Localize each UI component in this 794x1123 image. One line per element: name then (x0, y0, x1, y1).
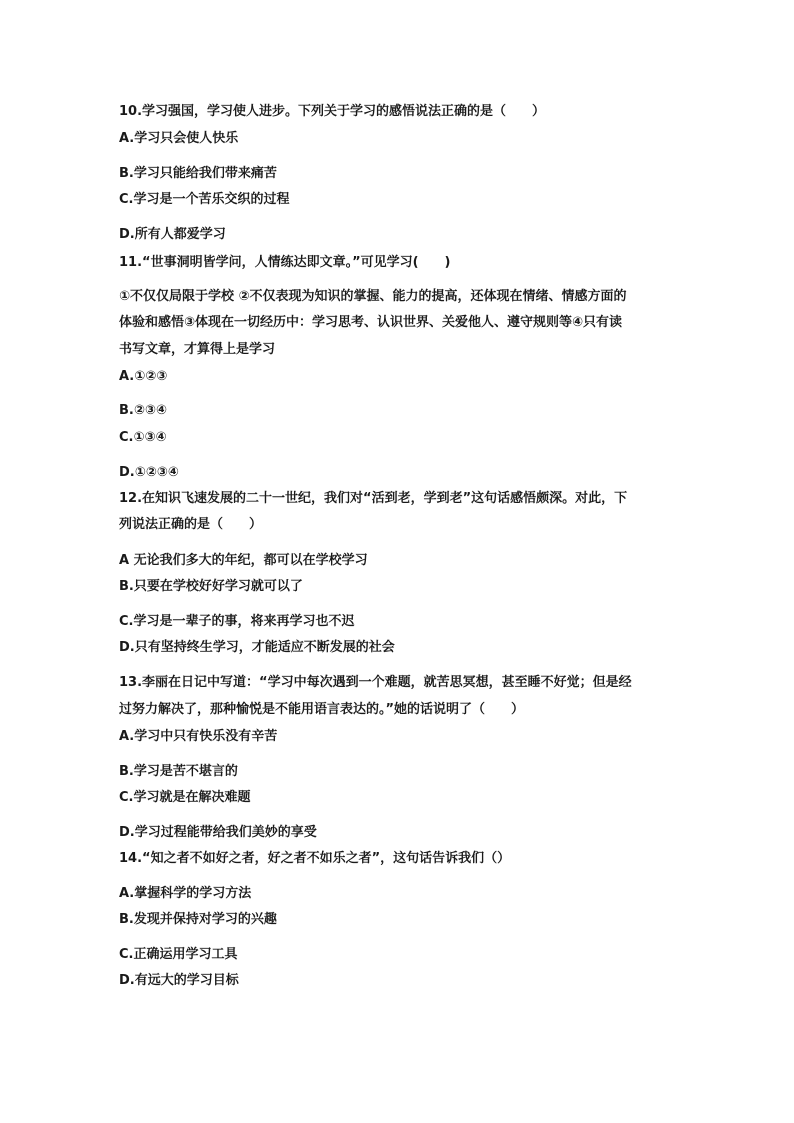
question-13-option-a: A.学习中只有快乐没有辛苦 (119, 729, 278, 744)
question-10-option-b: B.学习只能给我们带来痛苦 (119, 166, 277, 181)
question-10-option-a: A.学习只会使人快乐 (119, 131, 239, 146)
question-11-statement-line-1: ①不仅仅局限于学校 ②不仅表现为知识的掌握、能力的提高，还体现在情绪、情感方面的 (119, 289, 627, 304)
question-11-statement-line-3: 书写文章，才算得上是学习 (119, 342, 276, 357)
question-13-option-b: B.学习是苦不堪言的 (119, 764, 238, 779)
question-14-option-c: C.正确运用学习工具 (119, 947, 238, 962)
question-12-option-a: A 无论我们多大的年纪，都可以在学校学习 (119, 553, 368, 568)
question-11-option-b: B.②③④ (119, 403, 167, 418)
question-12-option-b: B.只要在学校好好学习就可以了 (119, 579, 303, 594)
question-12-option-c: C.学习是一辈子的事，将来再学习也不迟 (119, 614, 355, 629)
question-11-option-c: C.①③④ (119, 430, 167, 445)
question-12-stem-line-2: 列说法正确的是（ ） (119, 517, 263, 532)
question-11-option-d: D.①②③④ (119, 465, 179, 480)
question-14-option-d: D.有远大的学习目标 (119, 973, 239, 988)
question-14-option-b: B.发现并保持对学习的兴趣 (119, 912, 277, 927)
question-10-stem: 10.学习强国，学习使人进步。下列关于学习的感悟说法正确的是（ ） (119, 104, 546, 119)
question-11-option-a: A.①②③ (119, 369, 168, 384)
question-13-stem-line-2: 过努力解决了，那种愉悦是不能用语言表达的。”她的话说明了（ ） (119, 702, 525, 717)
question-10-option-c: C.学习是一个苦乐交织的过程 (119, 192, 290, 207)
question-13-stem-line-1: 13.李丽在日记中写道：“学习中每次遇到一个难题，就苦思冥想，甚至睡不好觉；但是经 (119, 675, 632, 690)
question-12-option-d: D.只有坚持终生学习，才能适应不断发展的社会 (119, 640, 395, 655)
question-13-option-d: D.学习过程能带给我们美妙的享受 (119, 825, 317, 840)
question-13-option-c: C.学习就是在解决难题 (119, 790, 251, 805)
question-10-option-d: D.所有人都爱学习 (119, 227, 226, 242)
question-14-stem: 14.“知之者不如好之者，好之者不如乐之者”，这句话告诉我们（） (119, 851, 511, 866)
question-11-stem: 11.“世事洞明皆学问，人情练达即文章。”可见学习( ) (119, 255, 451, 270)
question-11-statement-line-2: 体验和感悟③体现在一切经历中：学习思考、认识世界、关爱他人、遵守规则等④只有读 (119, 315, 623, 330)
question-12-stem-line-1: 12.在知识飞速发展的二十一世纪，我们对“活到老，学到老”这句话感悟颇深。对此，下 (119, 491, 628, 506)
question-14-option-a: A.掌握科学的学习方法 (119, 886, 252, 901)
